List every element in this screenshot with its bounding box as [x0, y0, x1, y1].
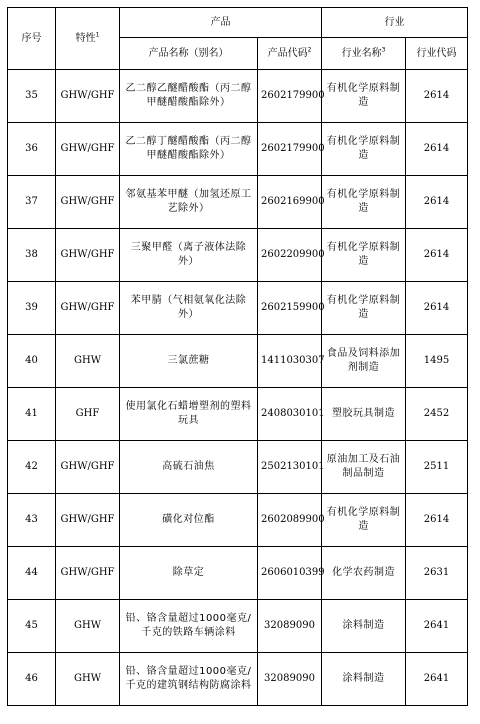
product-code-cell: 2602209900: [258, 229, 322, 282]
header-row-top: [8, 8, 468, 38]
table-row: [8, 653, 468, 706]
industry-name-cell: 有机化学原料制造: [322, 70, 406, 123]
industry-code-cell: 2452: [406, 388, 468, 441]
feature-header-label: 特性: [75, 32, 96, 44]
industry-group-header: 行业: [322, 8, 468, 38]
industry-name-cell: 有机化学原料制造: [322, 282, 406, 335]
feature-cell: GHW/GHF: [56, 123, 120, 176]
table-row: [8, 547, 468, 600]
industry-code-cell: 2614: [406, 282, 468, 335]
industry-name-cell: 塑胶玩具制造: [322, 388, 406, 441]
product-name-cell: 磺化对位酯: [120, 494, 258, 547]
product-code-cell: 2602169900: [258, 176, 322, 229]
feature-footnote-mark: 1: [95, 31, 100, 39]
product-name-cell: 铅、铬含量超过1000毫克/千克的铁路车辆涂料: [120, 600, 258, 653]
feature-cell: GHW/GHF: [56, 70, 120, 123]
seq-cell: 39: [8, 282, 56, 335]
product-code-header: [258, 38, 322, 70]
product-code-cell: 2602179900: [258, 70, 322, 123]
table-row: [8, 335, 468, 388]
industry-name-cell: 食品及饲料添加剂制造: [322, 335, 406, 388]
industry-code-cell: 2614: [406, 123, 468, 176]
feature-cell: GHW/GHF: [56, 176, 120, 229]
industry-name-cell: 涂料制造: [322, 600, 406, 653]
product-name-cell: 三聚甲醛（离子液体法除外）: [120, 229, 258, 282]
product-code-cell: 2602159900: [258, 282, 322, 335]
product-code-cell: 2602089900: [258, 494, 322, 547]
industry-code-cell: 2641: [406, 653, 468, 706]
product-name-cell: 除草定: [120, 547, 258, 600]
product-code-cell: 32089090: [258, 653, 322, 706]
product-name-cell: 三氯蔗糖: [120, 335, 258, 388]
industry-code-cell: 2614: [406, 229, 468, 282]
industry-name-cell: 有机化学原料制造: [322, 176, 406, 229]
feature-cell: GHW: [56, 653, 120, 706]
industry-code-cell: 2614: [406, 70, 468, 123]
feature-cell: GHW/GHF: [56, 547, 120, 600]
industry-code-cell: 2631: [406, 547, 468, 600]
industry-name-header-label: 行业名称: [341, 47, 382, 59]
seq-cell: 37: [8, 176, 56, 229]
feature-cell: GHW/GHF: [56, 282, 120, 335]
industry-code-cell: 2511: [406, 441, 468, 494]
product-name-cell: 使用氯化石蜡增塑剂的塑料玩具: [120, 388, 258, 441]
product-code-cell: 2502130101: [258, 441, 322, 494]
seq-cell: 36: [8, 123, 56, 176]
industry-name-cell: 涂料制造: [322, 653, 406, 706]
industry-name-cell: 化学农药制造: [322, 547, 406, 600]
seq-cell: 46: [8, 653, 56, 706]
feature-cell: GHW/GHF: [56, 494, 120, 547]
seq-cell: 38: [8, 229, 56, 282]
product-name-cell: 邻氨基苯甲醚（加氢还原工艺除外）: [120, 176, 258, 229]
product-industry-table: [7, 7, 468, 706]
industry-name-cell: 有机化学原料制造: [322, 494, 406, 547]
table-row: [8, 282, 468, 335]
product-code-cell: 2408030101: [258, 388, 322, 441]
table-row: [8, 388, 468, 441]
seq-header: 序号: [8, 8, 56, 70]
product-code-cell: 2606010399: [258, 547, 322, 600]
product-name-cell: 高硫石油焦: [120, 441, 258, 494]
table-row: [8, 70, 468, 123]
industry-name-cell: 原油加工及石油制品制造: [322, 441, 406, 494]
industry-name-footnote-mark: 3: [381, 46, 386, 54]
feature-cell: GHW/GHF: [56, 229, 120, 282]
table-row: [8, 441, 468, 494]
product-code-header-label: 产品代码: [267, 47, 308, 59]
industry-code-cell: 2614: [406, 494, 468, 547]
feature-cell: GHW: [56, 335, 120, 388]
product-name-cell: 乙二醇乙醚醋酸酯（丙二醇甲醚醋酸酯除外）: [120, 70, 258, 123]
product-code-cell: 32089090: [258, 600, 322, 653]
feature-header: [56, 8, 120, 70]
table-row: [8, 123, 468, 176]
industry-code-cell: 2614: [406, 176, 468, 229]
feature-cell: GHF: [56, 388, 120, 441]
seq-cell: 44: [8, 547, 56, 600]
product-name-cell: 乙二醇丁醚醋酸酯（丙二醇甲醚醋酸酯除外）: [120, 123, 258, 176]
industry-code-header: 行业代码: [406, 38, 468, 70]
table-row: [8, 494, 468, 547]
product-name-header: 产品名称（别名）: [120, 38, 258, 70]
product-code-cell: 1411030307: [258, 335, 322, 388]
table-row: [8, 600, 468, 653]
seq-cell: 40: [8, 335, 56, 388]
table-row: [8, 176, 468, 229]
product-name-cell: 铅、铬含量超过1000毫克/千克的建筑钢结构防腐涂料: [120, 653, 258, 706]
seq-cell: 45: [8, 600, 56, 653]
seq-cell: 43: [8, 494, 56, 547]
industry-name-header: [322, 38, 406, 70]
seq-cell: 41: [8, 388, 56, 441]
feature-cell: GHW: [56, 600, 120, 653]
product-code-cell: 2602179900: [258, 123, 322, 176]
seq-cell: 42: [8, 441, 56, 494]
feature-cell: GHW/GHF: [56, 441, 120, 494]
product-group-header: 产品: [120, 8, 322, 38]
industry-code-cell: 2641: [406, 600, 468, 653]
table-row: [8, 229, 468, 282]
industry-name-cell: 有机化学原料制造: [322, 123, 406, 176]
product-code-footnote-mark: 2: [307, 46, 312, 54]
product-name-cell: 苯甲腈（气相氨氧化法除外）: [120, 282, 258, 335]
industry-name-cell: 有机化学原料制造: [322, 229, 406, 282]
industry-code-cell: 1495: [406, 335, 468, 388]
seq-cell: 35: [8, 70, 56, 123]
